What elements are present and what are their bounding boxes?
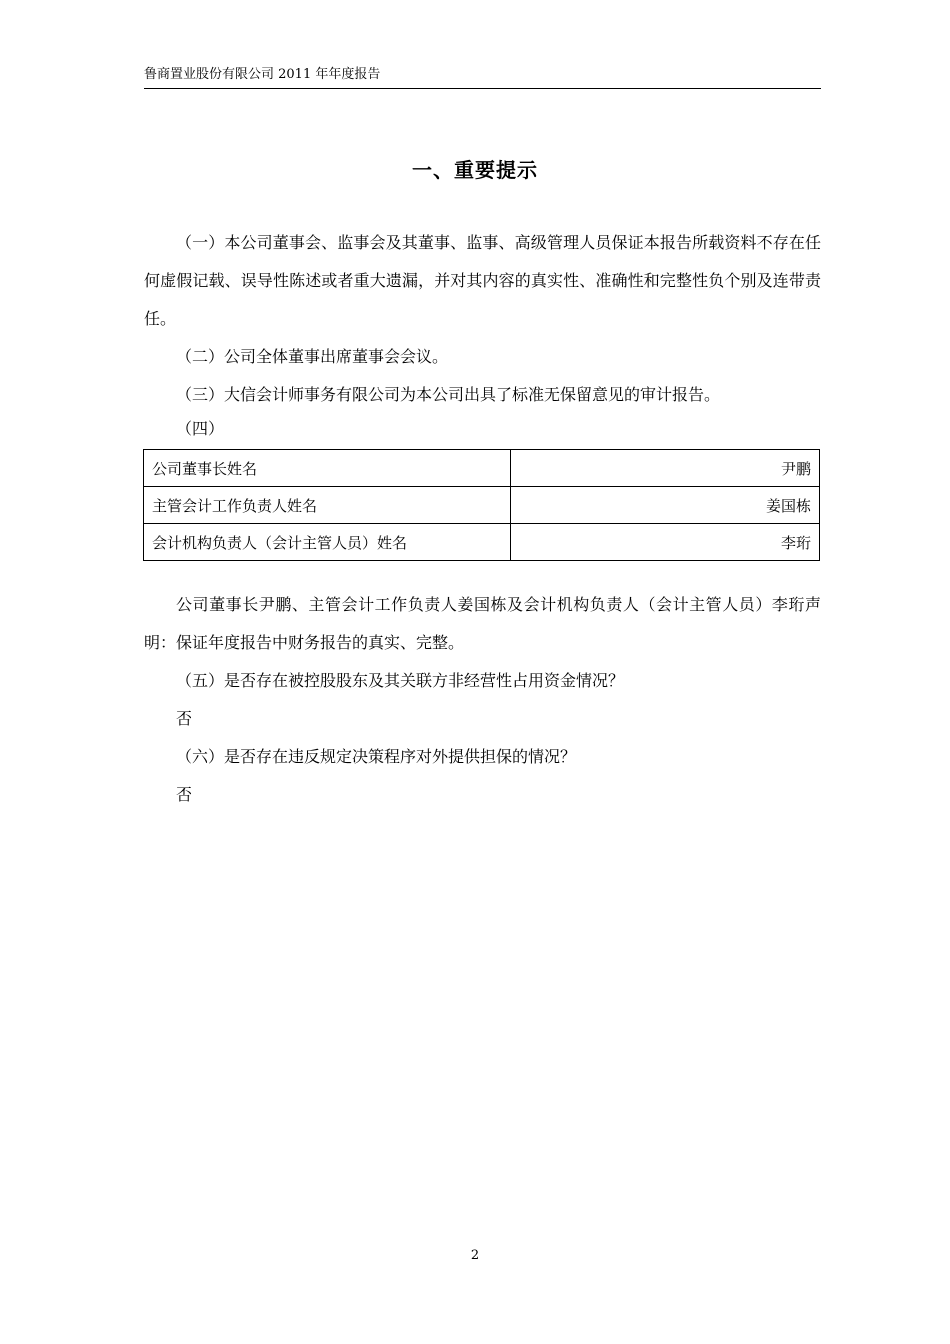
- signatory-name-cell: 尹鹏: [511, 450, 820, 487]
- paragraph-audit-opinion: （三）大信会计师事务有限公司为本公司出具了标准无保留意见的审计报告。: [176, 385, 721, 404]
- paragraph-financial-statement-declaration: 公司董事长尹鹏、主管会计工作负责人姜国栋及会计机构负责人（会计主管人员）李珩声明：保证年度报告中财务报告的真实、完整。: [144, 595, 821, 652]
- table-row: [144, 450, 820, 487]
- table-row: [144, 487, 820, 524]
- paragraph-item-four-label: （四）: [176, 419, 225, 438]
- page-number: 2: [470, 1248, 480, 1263]
- signatory-name-cell: 李珩: [511, 524, 820, 561]
- signatory-role-cell: 会计机构负责人（会计主管人员）姓名: [144, 524, 511, 561]
- section-title: 一、重要提示: [412, 158, 538, 182]
- paragraph-item-six-answer: 否: [176, 785, 193, 804]
- running-header: 鲁商置业股份有限公司 2011 年年度报告: [144, 67, 381, 82]
- signatory-role-cell: 公司董事长姓名: [144, 450, 511, 487]
- paragraph-item-six-question: （六）是否存在违反规定决策程序对外提供担保的情况？: [176, 747, 577, 766]
- signatory-name-cell: 姜国栋: [511, 487, 820, 524]
- signatory-table: [143, 449, 820, 561]
- paragraph-board-guarantee: （一）本公司董事会、监事会及其董事、监事、高级管理人员保证本报告所载资料不存在任何虚假记载、误导性陈述或者重大遗漏，并对其内容的真实性、准确性和完整性负个别及连带责任。: [144, 233, 821, 328]
- header-divider: [144, 88, 821, 89]
- paragraph-board-attendance: （二）公司全体董事出席董事会会议。: [176, 347, 449, 366]
- paragraph-item-five-question: （五）是否存在被控股股东及其关联方非经营性占用资金情况？: [176, 671, 625, 690]
- paragraph-item-five-answer: 否: [176, 709, 193, 728]
- table-row: [144, 524, 820, 561]
- signatory-role-cell: 主管会计工作负责人姓名: [144, 487, 511, 524]
